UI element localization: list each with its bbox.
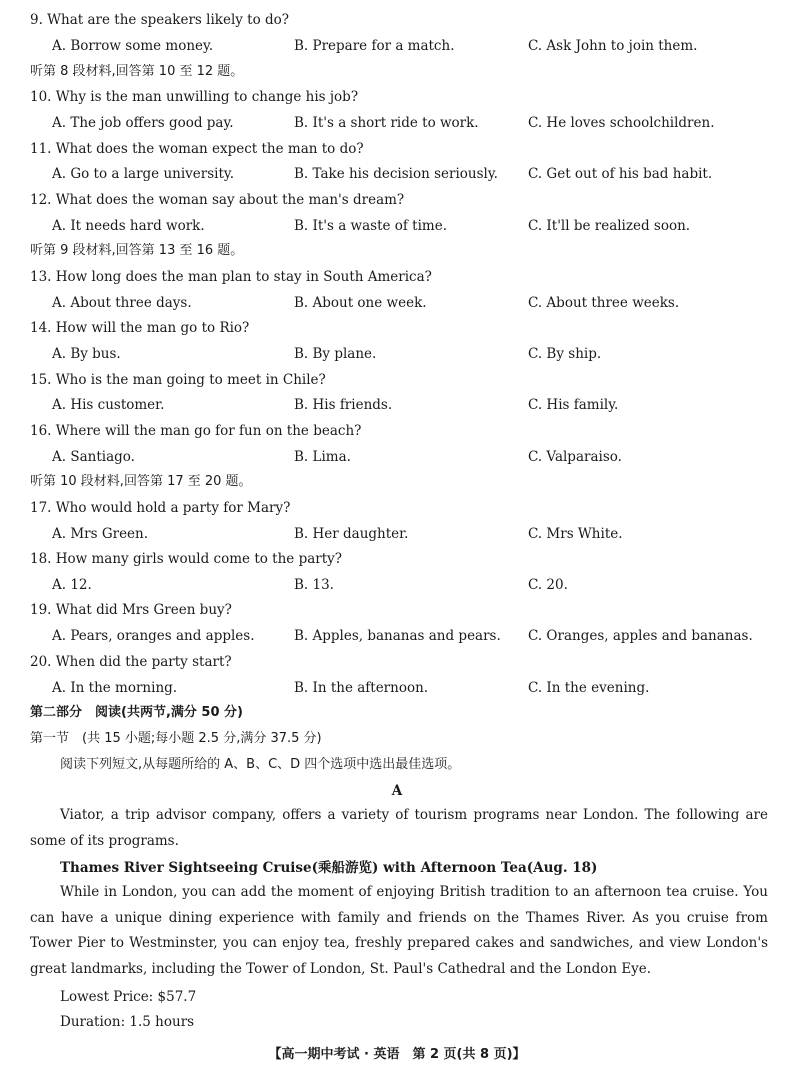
option-a: A. Go to a large university. (52, 166, 235, 182)
passage-label: A (391, 783, 403, 799)
option-b: B. It's a waste of time. (294, 218, 448, 234)
option-a: A. 12. (52, 577, 92, 593)
option-c: C. It'll be realized soon. (528, 218, 691, 234)
option-a: A. Mrs Green. (52, 526, 149, 542)
section1-title: 第一节 (共 15 小题;每小题 2.5 分,满分 37.5 分) (30, 731, 322, 746)
question-18: 18. How many girls would come to the party? (30, 551, 342, 567)
option-c: C. Ask John to join them. (528, 38, 698, 54)
program-price: Lowest Price: $57.7 (60, 989, 197, 1005)
option-b: B. His friends. (294, 397, 393, 413)
material-9-header: 听第 9 段材料,回答第 13 至 16 题。 (30, 243, 244, 258)
option-c: C. By ship. (528, 346, 602, 362)
option-b: B. Apples, bananas and pears. (294, 628, 501, 644)
option-c: C. He loves schoolchildren. (528, 115, 715, 131)
program-text: While in London, you can add the moment of enjoying British tradition to an afternoon tea cruise. You can have a unique dining experience with family and friends on the Thames River. As you cruise from Tower Pier to Westminster, you can enjoy tea, freshly prepared cakes and sandwiches, and view London's great landmarks, including the Tower of London, St. Paul's Cathedral and the London Eye. (30, 884, 768, 977)
option-b: B. About one week. (294, 295, 427, 311)
program-duration: Duration: 1.5 hours (60, 1014, 195, 1030)
question-15: 15. Who is the man going to meet in Chile? (30, 372, 326, 388)
option-b: B. Her daughter. (294, 526, 409, 542)
option-c: C. Oranges, apples and bananas. (528, 628, 753, 644)
question-9: 9. What are the speakers likely to do? (30, 12, 290, 28)
option-c: C. Get out of his bad habit. (528, 166, 713, 182)
option-b: B. Prepare for a match. (294, 38, 455, 54)
option-c: C. About three weeks. (528, 295, 680, 311)
question-16: 16. Where will the man go for fun on the beach? (30, 423, 362, 439)
option-a: A. Borrow some money. (52, 38, 214, 54)
option-a: A. About three days. (52, 295, 192, 311)
option-c: C. Mrs White. (528, 526, 623, 542)
page-footer: 【高一期中考试 · 英语 第 2 页(共 8 页)】 (268, 1047, 526, 1062)
option-a: A. Pears, oranges and apples. (52, 628, 255, 644)
reading-instruction: 阅读下列短文,从每题所给的 A、B、C、D 四个选项中选出最佳选项。 (60, 757, 461, 772)
material-10-header: 听第 10 段材料,回答第 17 至 20 题。 (30, 474, 252, 489)
option-a: A. It needs hard work. (52, 218, 205, 234)
passage-intro: Viator, a trip advisor company, offers a variety of tourism programs near London. The following are some of its programs. (30, 807, 768, 849)
question-14: 14. How will the man go to Rio? (30, 320, 250, 336)
question-12: 12. What does the woman say about the man's dream? (30, 192, 405, 208)
option-c: C. Valparaiso. (528, 449, 622, 465)
question-19: 19. What did Mrs Green buy? (30, 602, 232, 618)
part2-title: 第二部分 阅读(共两节,满分 50 分) (30, 705, 243, 720)
program-title: Thames River Sightseeing Cruise(乘船游览) with Afternoon Tea(Aug. 18) (60, 860, 598, 876)
option-c: C. His family. (528, 397, 619, 413)
option-b: B. In the afternoon. (294, 680, 429, 696)
option-b: B. It's a short ride to work. (294, 115, 479, 131)
option-c: C. In the evening. (528, 680, 650, 696)
option-b: B. Take his decision seriously. (294, 166, 498, 182)
question-17: 17. Who would hold a party for Mary? (30, 500, 291, 516)
option-b: B. 13. (294, 577, 334, 593)
option-c: C. 20. (528, 577, 568, 593)
option-a: A. In the morning. (52, 680, 178, 696)
option-a: A. His customer. (52, 397, 165, 413)
option-b: B. By plane. (294, 346, 377, 362)
option-b: B. Lima. (294, 449, 351, 465)
question-13: 13. How long does the man plan to stay in South America? (30, 269, 432, 285)
material-8-header: 听第 8 段材料,回答第 10 至 12 题。 (30, 64, 244, 79)
option-a: A. Santiago. (52, 449, 135, 465)
option-a: A. By bus. (52, 346, 121, 362)
question-10: 10. Why is the man unwilling to change his job? (30, 89, 359, 105)
option-a: A. The job offers good pay. (52, 115, 234, 131)
question-20: 20. When did the party start? (30, 654, 232, 670)
question-11: 11. What does the woman expect the man to do? (30, 141, 364, 157)
